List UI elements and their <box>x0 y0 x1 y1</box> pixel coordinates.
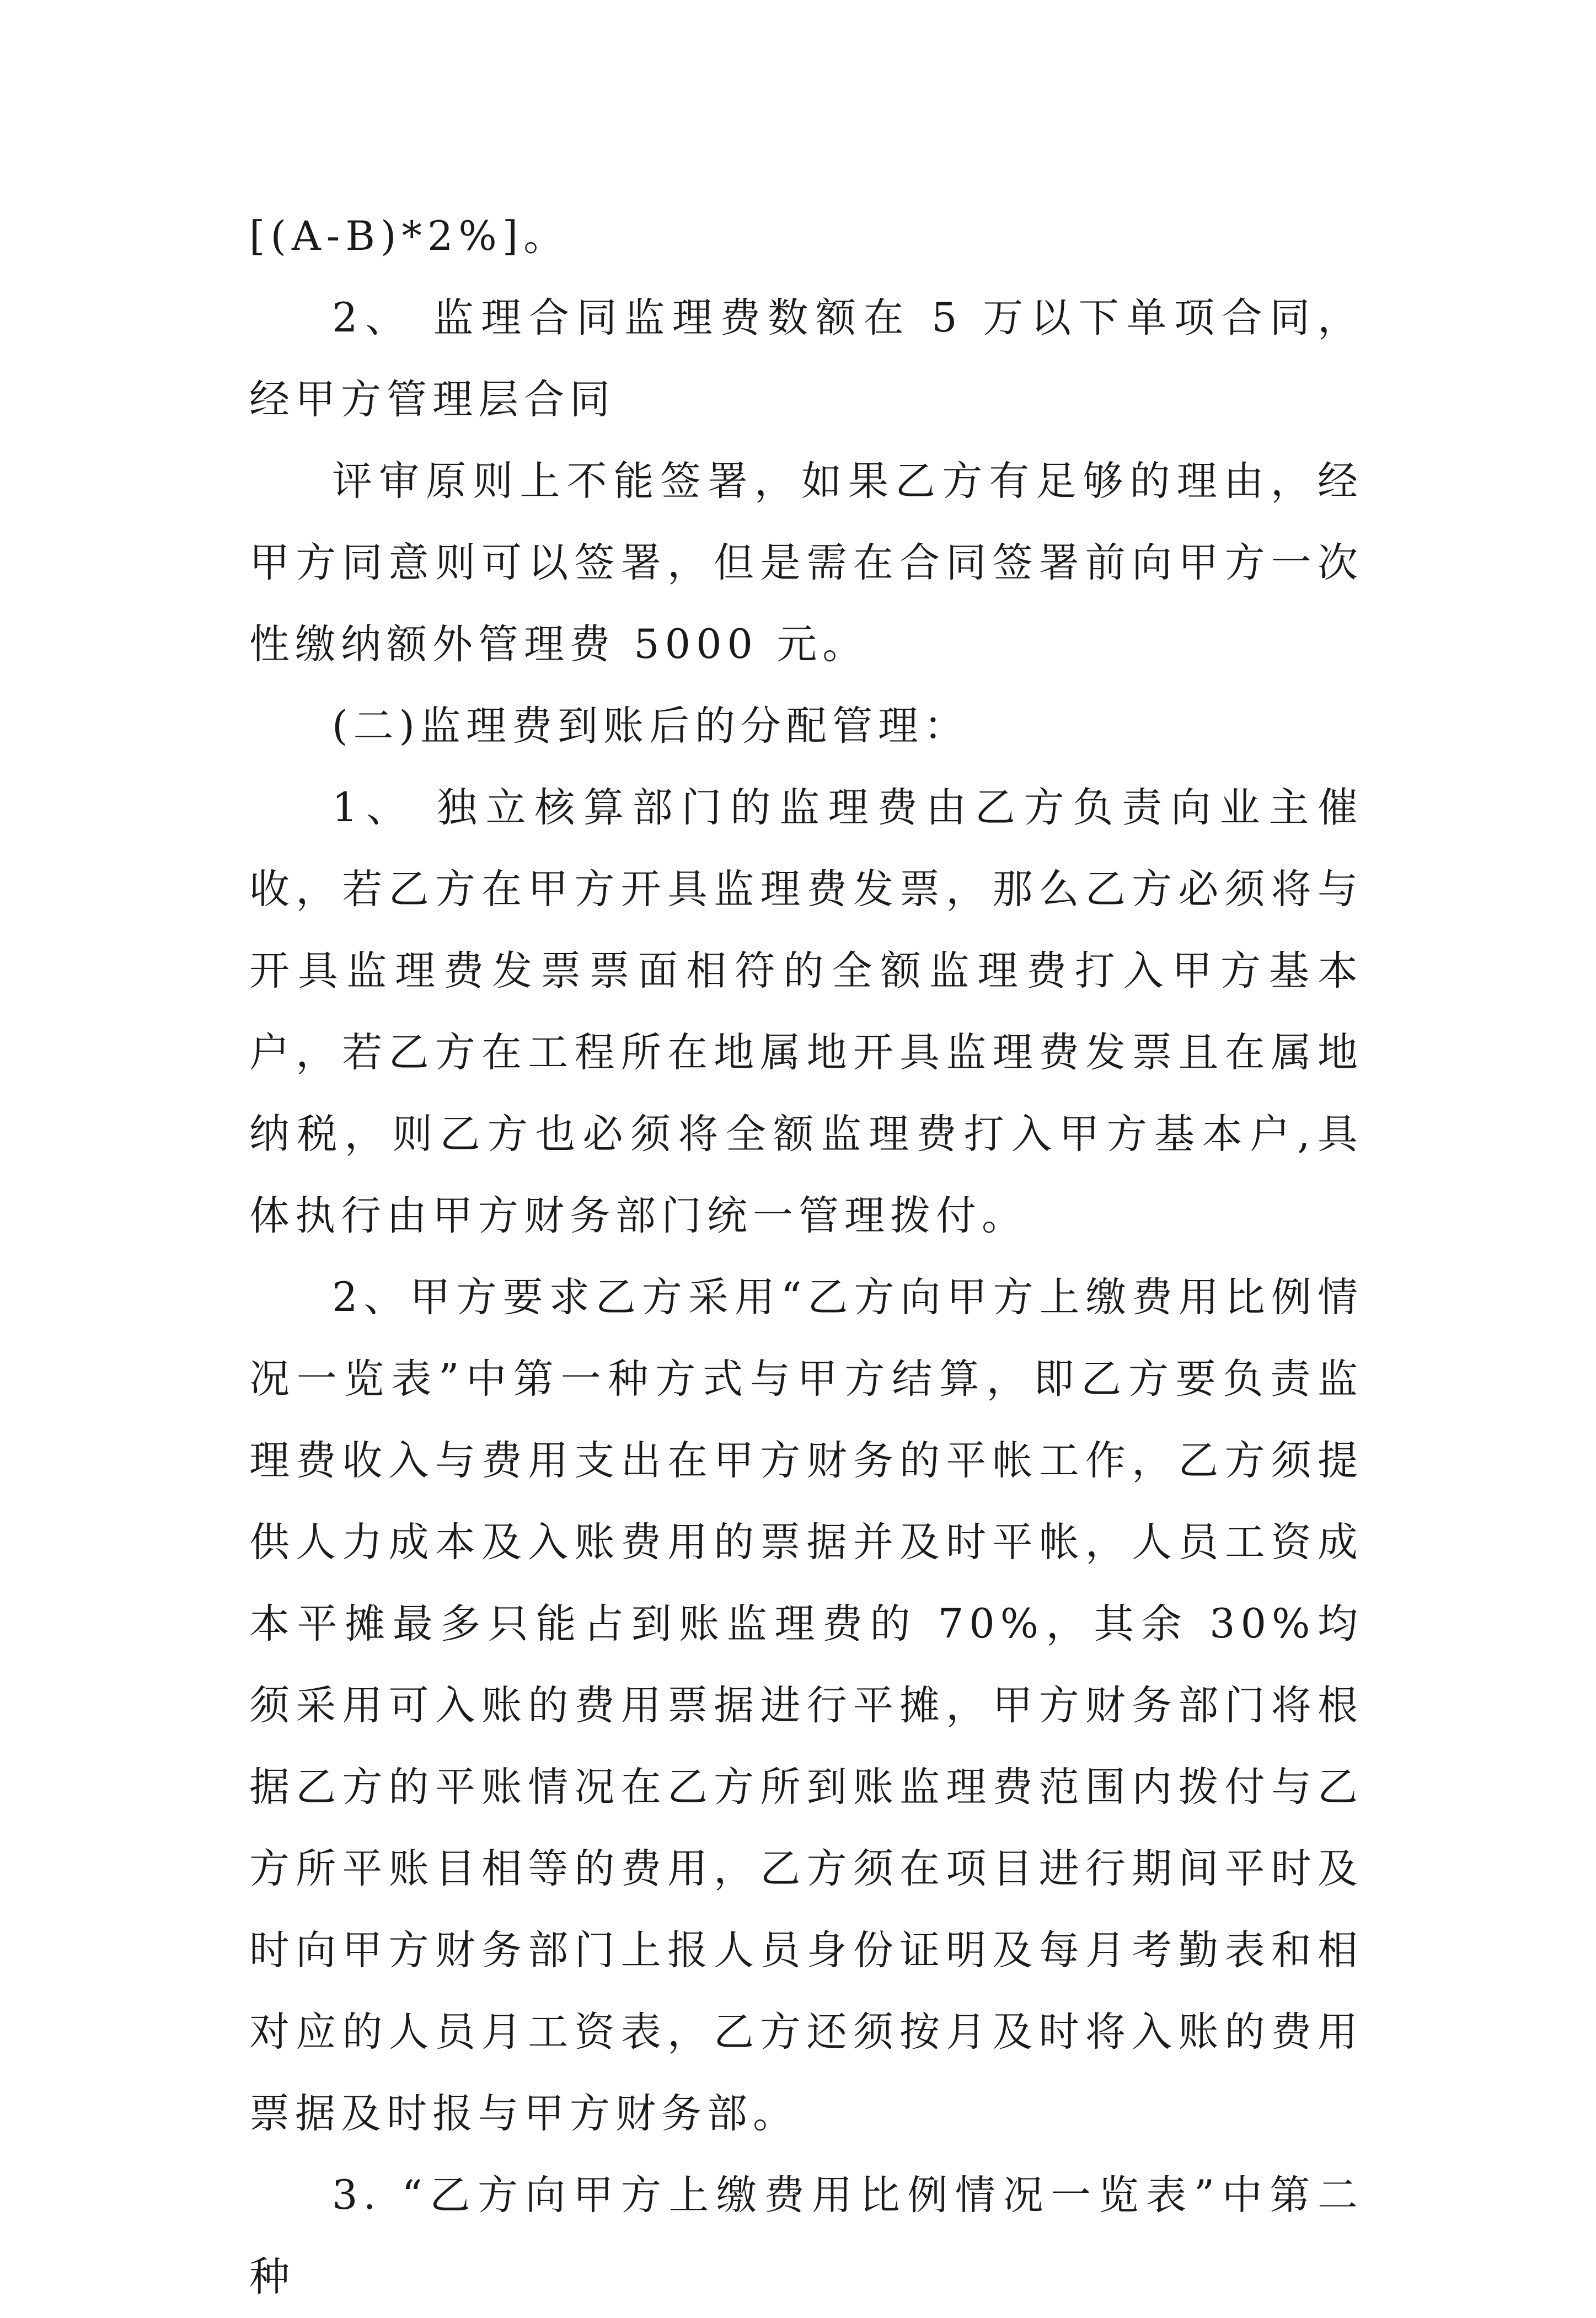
paragraph-item-2-contract-fee: 2、 监理合同监理费数额在 5 万以下单项合同，经甲方管理层合同 <box>249 295 1363 423</box>
section-heading-fee-allocation: (二)监理费到账后的分配管理： <box>332 703 970 750</box>
paragraph-item-2-settlement-method: 2、甲方要求乙方采用“乙方向甲方上缴费用比例情况一览表”中第一种方式与甲方结算，即乙方要负责监理费收入与费用支出在甲方财务的平帐工作，乙方须提供人力成本及入账费用的票据并及时平帐，人员工资成本平摊最多只能占到账监理费的 70%，其余 30%均须采用可入账的费用票据进行平摊，甲方财务部门将根据乙方的平账情况在乙方所到账监理费范围内拨付与乙方所平账目相等的费用，乙方须在项目进行期间平时及时向甲方财务部门上报人员身份证明及每月考勤表和相对应的人员月工资表，乙方还须按月及时将入账的费用票据及时报与甲方财务部。 <box>249 1274 1363 2137</box>
document-body <box>249 196 1363 2318</box>
paragraph-formula: [(A-B)*2%]。 <box>249 213 570 260</box>
paragraph-review-principle: 评审原则上不能签署，如果乙方有足够的理由，经甲方同意则可以签署，但是需在合同签署前向甲方一次性缴纳额外管理费 5000 元。 <box>249 458 1363 668</box>
paragraph-item-3-second-method: 3. “乙方向甲方上缴费用比例情况一览表”中第二种 <box>249 2172 1363 2300</box>
paragraph-item-1-independent-accounting: 1、 独立核算部门的监理费由乙方负责向业主催收，若乙方在甲方开具监理费发票，那么乙方必须将与开具监理费发票票面相符的全额监理费打入甲方基本户，若乙方在工程所在地属地开具监理费发票且在属地纳税，则乙方也必须将全额监理费打入甲方基本户,具体执行由甲方财务部门统一管理拨付。 <box>249 784 1363 1239</box>
